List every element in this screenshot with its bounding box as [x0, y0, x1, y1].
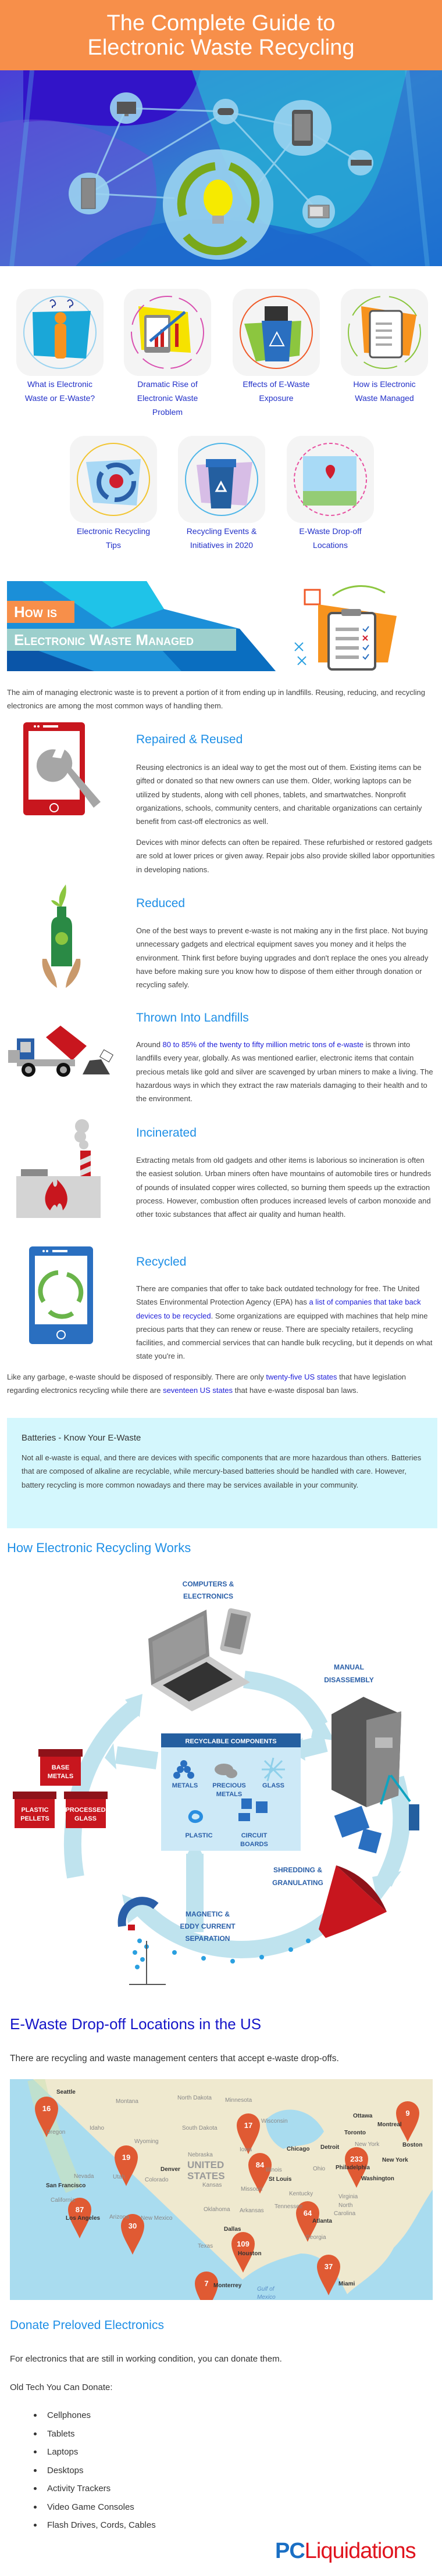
section-paragraph: Reusing electronics is an ideal way to get the most out of them. Existing items can be gifted or donated so that new owners can use them. Older, working laptops can be utilized by students, along with cell phones, tablets, and smartwatches. Nonprofit organizations, schools, community centers, and charitable organizations can certainly benefit from cast-off electronics as well.	[136, 763, 422, 826]
recycle-bin-icon	[178, 436, 265, 523]
section-heading-landfills: Thrown Into Landfills	[136, 1011, 249, 1024]
svg-text:Oregon: Oregon	[46, 2129, 66, 2136]
svg-text:Missouri: Missouri	[241, 2186, 263, 2192]
pin-count: 19	[122, 2153, 131, 2162]
arrow-components-to-bins	[116, 1755, 157, 1761]
card-drop-off-locations[interactable]	[287, 436, 374, 523]
factory-fire-icon	[15, 1115, 102, 1219]
phone-wrench-icon	[21, 721, 102, 819]
section-heading-incinerated: Incinerated	[136, 1126, 197, 1140]
recyclable-components-box	[161, 1733, 301, 1851]
card-label-what-is-e-waste[interactable]: What is Electronic Waste or E-Waste?	[24, 379, 95, 403]
svg-text:Houston: Houston	[238, 2251, 262, 2257]
card-label-drop-off-locations[interactable]: E-Waste Drop-off Locations	[299, 526, 362, 550]
recycling-works-heading: How Electronic Recycling Works	[7, 1540, 191, 1555]
arrow-to-disassembly	[244, 1679, 320, 1726]
svg-text:Detroit: Detroit	[320, 2144, 340, 2151]
section-banner	[7, 581, 437, 671]
computer-tower-icon	[81, 178, 95, 209]
callout-title: Batteries - Know Your E-Waste	[22, 1433, 141, 1443]
page-header	[0, 0, 442, 70]
label-computers-electronics: COMPUTERS &	[182, 1580, 234, 1588]
svg-text:Miami: Miami	[338, 2281, 355, 2287]
svg-text:PELLETS: PELLETS	[20, 1815, 49, 1822]
section-heading-reduced: Reduced	[136, 897, 186, 910]
label-manual-disassembly: MANUAL	[334, 1663, 364, 1671]
svg-text:San Francisco: San Francisco	[46, 2183, 86, 2189]
svg-text:BOARDS: BOARDS	[240, 1841, 268, 1848]
svg-text:Denver: Denver	[161, 2166, 180, 2173]
pin-count: 109	[237, 2240, 249, 2248]
page-title-line-1: The Complete Guide to	[106, 11, 336, 35]
svg-text:PLASTIC: PLASTIC	[21, 1807, 49, 1814]
label-magnetic-separation: MAGNETIC &	[186, 1910, 230, 1918]
svg-text:Tennessee: Tennessee	[275, 2204, 303, 2210]
label-shredding-granulating: SHREDDING &	[273, 1866, 323, 1874]
svg-text:DISASSEMBLY: DISASSEMBLY	[324, 1676, 374, 1684]
svg-text:PLASTIC: PLASTIC	[185, 1832, 213, 1839]
svg-text:Utah: Utah	[113, 2174, 126, 2180]
section-heading-repaired: Repaired & Reused	[136, 733, 243, 746]
svg-text:Wyoming: Wyoming	[134, 2138, 159, 2145]
svg-text:Georgia: Georgia	[305, 2234, 326, 2241]
list-item: Desktops	[34, 2462, 156, 2480]
svg-text:Monterrey: Monterrey	[213, 2283, 242, 2289]
svg-text:Chicago: Chicago	[287, 2146, 310, 2152]
card-label-recycling-tips[interactable]: Electronic Recycling Tips	[76, 526, 151, 550]
svg-text:EDDY CURRENT: EDDY CURRENT	[180, 1922, 236, 1930]
server-tower-icon	[332, 1697, 401, 1807]
twenty-five-states-link[interactable]: twenty-five US states	[266, 1373, 337, 1381]
list-item: Flash Drives, Cords, Cables	[34, 2516, 156, 2535]
svg-text:METALS: METALS	[216, 1791, 243, 1798]
donate-heading: Donate Preloved Electronics	[10, 2319, 164, 2332]
svg-text:Nebraska: Nebraska	[188, 2152, 213, 2158]
recycling-process-diagram	[0, 1569, 442, 1993]
section-paragraph: Extracting metals from old gadgets and other items is laborious so incineration is often the easiest solution. Urban miners often have mountains of automobile tires or hundreds of pounds of insulated copper wires collected, so burning them speeds up the extraction process. However, combustion often produces increased levels of carbon monoxide and other toxic substances that affect air quality and human health.	[136, 1156, 432, 1219]
card-effects-exposure[interactable]	[233, 289, 320, 376]
smartphone-icon	[292, 110, 313, 146]
svg-text:ELECTRONICS: ELECTRONICS	[183, 1592, 234, 1600]
card-recycling-events[interactable]	[178, 436, 265, 523]
svg-text:Dallas: Dallas	[224, 2226, 241, 2233]
landfill-statistic-link[interactable]: 80 to 85% of the twenty to fifty million metric tons of e-waste	[162, 1040, 363, 1049]
svg-text:Ottawa: Ottawa	[353, 2113, 373, 2119]
svg-text:California: California	[51, 2197, 76, 2204]
pin-count: 87	[75, 2205, 84, 2214]
pin-count: 16	[42, 2104, 51, 2113]
list-item: Activity Trackers	[34, 2480, 156, 2498]
phone-recycle-icon	[29, 1246, 94, 1345]
donate-text: For electronics that are still in working condition, you can donate them.	[10, 2354, 282, 2364]
pin-count: 17	[244, 2121, 253, 2130]
section-paragraph: One of the best ways to prevent e-waste is not making any in the first place. Not buying unnecessary gadgets and electrical equipment saves you money and it helps the environment. Think first before buying upgrades and don't replace the ones you already have before making sure you know how to dispose of them either through donation or recycling safely.	[136, 926, 429, 990]
dvd-player-icon	[351, 160, 372, 166]
closing-paragraph: Like any garbage, e-waste should be disposed of responsibly. There are only twenty-five US states that have legislation regarding electronics recycling while there are seventeen US states that have e-waste disposal ban laws.	[7, 1373, 407, 1395]
svg-text:St Louis: St Louis	[269, 2176, 292, 2183]
person-question-icon	[16, 289, 104, 376]
pc-liquidations-logo[interactable]: PCLiquidations	[275, 2539, 416, 2563]
list-item: Video Game Consoles	[34, 2498, 156, 2517]
svg-text:Kansas: Kansas	[202, 2182, 222, 2188]
us-dropoff-map[interactable]	[10, 2079, 433, 2300]
svg-text:New Mexico: New Mexico	[141, 2215, 173, 2222]
map-pin-icon	[287, 436, 374, 523]
card-label-dramatic-rise[interactable]: Dramatic Rise of Electronic Waste Problem	[137, 379, 198, 417]
epa-companies-link[interactable]: a list of companies that take back devices to be recycled	[136, 1298, 421, 1320]
svg-text:Nevada: Nevada	[74, 2173, 94, 2180]
page-title-line-2: Electronic Waste Recycling	[87, 35, 355, 60]
svg-text:PRECIOUS: PRECIOUS	[212, 1782, 246, 1789]
svg-text:Iowa: Iowa	[240, 2147, 252, 2153]
svg-text:North Dakota: North Dakota	[177, 2095, 212, 2101]
svg-text:CIRCUIT: CIRCUIT	[241, 1832, 268, 1839]
laptop-phone-icon	[148, 1608, 251, 1711]
svg-text:METALS: METALS	[47, 1773, 74, 1780]
svg-text:Toronto: Toronto	[344, 2130, 366, 2136]
svg-text:Minnesota: Minnesota	[225, 2097, 252, 2104]
section-heading-recycled: Recycled	[136, 1255, 187, 1269]
svg-text:PROCESSED: PROCESSED	[65, 1807, 106, 1814]
card-recycling-tips[interactable]	[70, 436, 157, 523]
seventeen-states-link[interactable]: seventeen US states	[163, 1386, 233, 1395]
svg-text:SEPARATION: SEPARATION	[185, 1934, 230, 1943]
svg-text:Montana: Montana	[116, 2098, 138, 2105]
svg-text:UNITED: UNITED	[187, 2159, 224, 2170]
card-dramatic-rise[interactable]	[124, 289, 211, 376]
svg-text:Idaho: Idaho	[90, 2125, 105, 2131]
list-item: Tablets	[34, 2425, 156, 2444]
svg-text:Los Angeles: Los Angeles	[66, 2215, 101, 2222]
svg-text:BASE: BASE	[51, 1764, 70, 1771]
svg-text:Ohio: Ohio	[313, 2166, 326, 2172]
banner-line-2: Electronic Waste Managed	[7, 629, 236, 651]
svg-text:Arkansas: Arkansas	[240, 2208, 264, 2214]
pin-count: 7	[204, 2279, 209, 2288]
list-item: Laptops	[34, 2443, 156, 2462]
callout-text: Not all e-waste is equal, and there are devices with specific components that are more hazardous than others. Batteries that are composed of alkaline are recyclable, while mercury-based batteries should be handled with care. However, battery recycling is more common nowadays and there may be services available in your community.	[22, 1453, 422, 1489]
svg-text:GLASS: GLASS	[262, 1782, 284, 1789]
pin-count: 233	[350, 2155, 363, 2163]
section-paragraph: Around 80 to 85% of the twenty to fifty million metric tons of e-waste is thrown into landfills every year, globally. As was mentioned earlier, electronic items that contain precious metals like gold and silver are scavenged by urban miners to make a living. The hazardous ways in which they extract the raw materials damaging to their health and to the environment.	[136, 1040, 433, 1104]
clipboard-checklist-icon	[341, 289, 428, 376]
svg-text:North: North	[338, 2202, 353, 2209]
card-what-is-e-waste[interactable]	[16, 289, 104, 376]
banner-line-1: How is	[7, 601, 74, 623]
card-how-managed[interactable]	[341, 289, 428, 376]
svg-text:New York: New York	[355, 2141, 380, 2148]
donate-list	[34, 2406, 156, 2535]
svg-text:Montreal: Montreal	[377, 2122, 402, 2128]
pin-count: 30	[128, 2222, 137, 2230]
components-title: RECYCLABLE COMPONENTS	[185, 1738, 277, 1745]
pin-count: 64	[303, 2209, 312, 2217]
svg-text:Colorado: Colorado	[145, 2177, 169, 2183]
svg-text:Arizona: Arizona	[109, 2214, 129, 2220]
dump-truck-icon	[8, 1026, 116, 1078]
svg-text:Wisconsin: Wisconsin	[261, 2118, 288, 2124]
rising-chart-icon	[124, 289, 211, 376]
list-item: Cellphones	[34, 2406, 156, 2425]
svg-text:Virginia: Virginia	[338, 2194, 358, 2200]
pin-count: 9	[405, 2109, 410, 2118]
svg-text:Boston: Boston	[402, 2142, 423, 2148]
arrow-to-components	[302, 1743, 326, 1749]
recycle-bulb-icon	[70, 436, 157, 523]
pin-count: 84	[255, 2161, 265, 2169]
bottle-hands-icon	[40, 883, 83, 989]
svg-text:Philadelphia: Philadelphia	[336, 2165, 370, 2171]
svg-text:GRANULATING: GRANULATING	[272, 1879, 323, 1887]
card-label-recycling-events[interactable]: Recycling Events & Initiatives in 2020	[186, 526, 257, 550]
intro-paragraph: The aim of managing electronic waste is to prevent a portion of it from ending up in landfills. Reusing, reducing, and recycling electronics are among the most common ways of handling them.	[7, 688, 425, 711]
svg-text:Gulf of: Gulf of	[257, 2286, 275, 2292]
arrow-to-separation	[140, 1906, 343, 1950]
svg-text:STATES: STATES	[187, 2170, 225, 2181]
svg-text:New York: New York	[382, 2157, 408, 2163]
svg-text:Seattle: Seattle	[56, 2089, 76, 2095]
card-label-how-managed[interactable]: How is Electronic Waste Managed	[353, 379, 416, 403]
section-paragraph: There are companies that offer to take back outdated technology for free. The United States Environmental Protection Agency (EPA) has a list of companies that take back devices to be recycled. Some organizations are equipped with machines that help mine precious parts that they can renew or reuse. There are specialty retailers, recycling facilities, and commercial services that can handle bulk recycling, but it depends on what state you're in.	[136, 1284, 433, 1361]
svg-text:Carolina: Carolina	[334, 2210, 356, 2217]
card-label-effects-exposure[interactable]: Effects of E-Waste Exposure	[243, 379, 310, 403]
hero-illustration	[0, 70, 442, 266]
section-paragraph: Devices with minor defects can often be repaired. These refurbished or restored gadgets are sold at lower prices or given away. Repair jobs also provide skilled labor opportunities in developing nations.	[136, 838, 435, 874]
svg-text:Mexico: Mexico	[257, 2294, 276, 2300]
banner-background	[7, 581, 437, 671]
microwave-icon	[308, 205, 329, 218]
gamepad-icon	[218, 108, 234, 115]
svg-text:Oklahoma: Oklahoma	[204, 2206, 230, 2213]
svg-text:Kentucky: Kentucky	[289, 2191, 313, 2197]
donate-list-title: Old Tech You Can Donate:	[10, 2382, 113, 2392]
svg-text:Washington: Washington	[361, 2176, 394, 2182]
svg-text:Texas: Texas	[198, 2243, 213, 2249]
svg-text:Atlanta: Atlanta	[312, 2218, 332, 2224]
dropoff-heading: E-Waste Drop-off Locations in the US	[10, 2015, 262, 2033]
svg-text:METALS: METALS	[172, 1782, 198, 1789]
svg-text:GLASS: GLASS	[74, 1815, 97, 1822]
dropoff-text: There are recycling and waste management centers that accept e-waste drop-offs.	[10, 2054, 339, 2063]
pin-count: 37	[324, 2262, 333, 2271]
svg-text:Illinois: Illinois	[266, 2167, 282, 2173]
batteries-callout	[7, 1418, 437, 1528]
svg-text:South Dakota: South Dakota	[182, 2125, 218, 2131]
hazard-bin-icon	[233, 289, 320, 376]
